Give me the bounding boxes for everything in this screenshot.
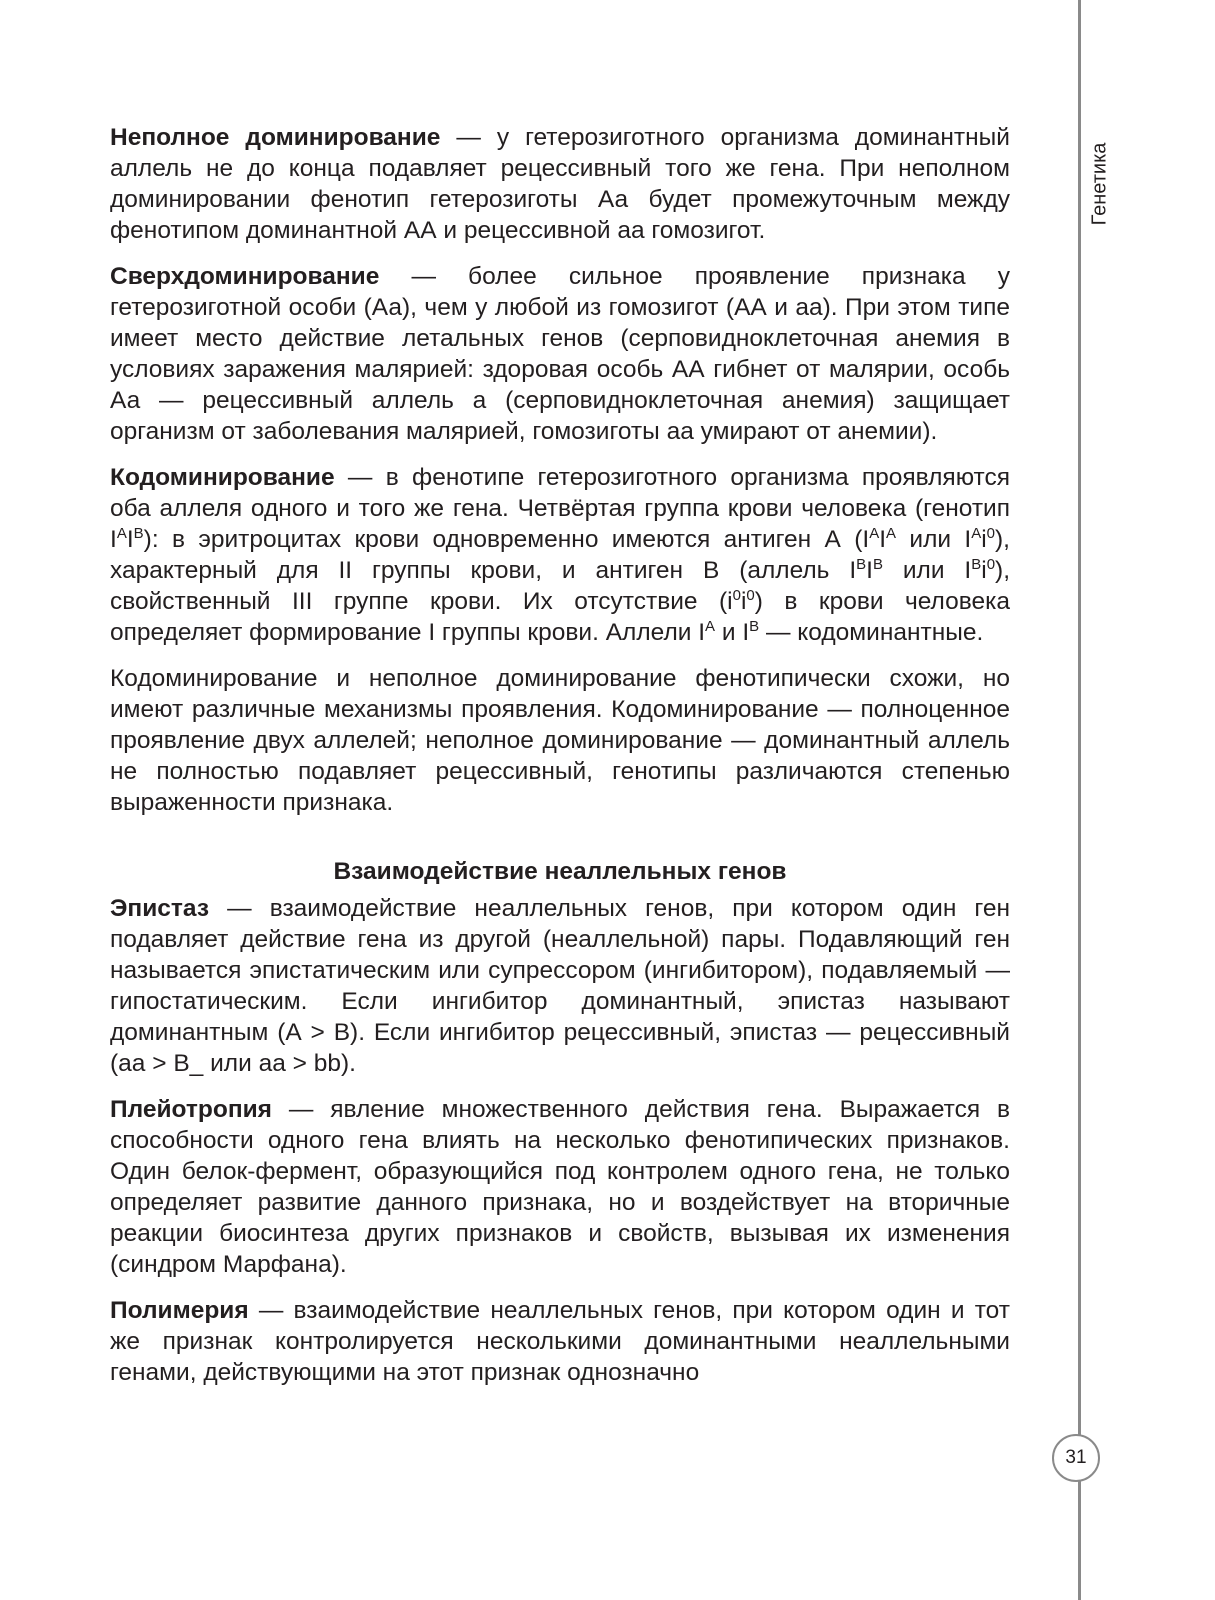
definition: — взаимодействие неаллельных генов, при котором один и тот же признак контролируется несколькими доминантными неаллельными генами, действующими на этот признак однозначно bbox=[110, 1297, 1010, 1386]
text-fragment: i bbox=[740, 588, 747, 615]
text-fragment: и I bbox=[715, 619, 750, 646]
definition: — у гетерозиготного организма доминантный аллель не до конца подавляет рецессивный того же гена. При неполном доминировании фенотип гетерозиготы Аа будет промежуточным между фенотипом доминантной АА и рецессивной аа гомозигот. bbox=[110, 124, 1010, 244]
text-fragment: или I bbox=[882, 557, 972, 584]
text-fragment: i bbox=[981, 526, 987, 553]
term: Неполное доминирование bbox=[110, 124, 441, 151]
text-fragment: — кодоминантные. bbox=[759, 619, 984, 646]
superscript: B bbox=[971, 556, 982, 573]
paragraph-codominance bbox=[110, 462, 1010, 648]
superscript: B bbox=[872, 556, 883, 573]
paragraph-comparison: Кодоминирование и неполное доминирование фенотипически схожи, но имеют различные механизмы проявления. Кодоминирование — полноценное проявление двух аллелей; неполное доминирование — доминантный аллель не полностью подавляет рецессивный, генотипы различаются степенью выраженности признака. bbox=[110, 665, 1010, 816]
text-fragment: I bbox=[126, 526, 134, 553]
page-number: 31 bbox=[1052, 1434, 1100, 1482]
superscript: 0 bbox=[732, 587, 741, 604]
superscript: 0 bbox=[986, 556, 996, 573]
term: Эпистаз bbox=[110, 895, 210, 922]
superscript: B bbox=[749, 618, 760, 635]
text-fragment: ) в крови человека определяет формирование I группы крови. Аллели I bbox=[110, 588, 1011, 646]
superscript: A bbox=[971, 525, 982, 542]
definition: — взаимодействие неаллельных генов, при котором один ген подавляет действие гена из другой (неаллельной) пары. Подавляющий ген называется эпистатическим или супрессором (ингибитором), подавляемый — гипостатическим. Если ингибитор доминантный, эпистаз называют доминантным (А > В). Если ингибитор рецессивный, эпистаз — рецессивный (аа > В_ или аа > bb). bbox=[110, 895, 1010, 1077]
text-fragment: — в фенотипе гетерозиготного организма проявляются оба аллеля одного и того же гена. Четвёртая группа крови человека (генотип I bbox=[110, 464, 1010, 553]
superscript: 0 bbox=[746, 587, 755, 604]
text-fragment: I bbox=[866, 557, 873, 584]
paragraph-pleiotropy bbox=[110, 1094, 1010, 1280]
text-fragment: или I bbox=[896, 526, 972, 553]
page-edge-line bbox=[1078, 0, 1081, 1600]
paragraph-overdominance bbox=[110, 261, 1010, 447]
superscript: A bbox=[869, 525, 880, 542]
term: Полимерия bbox=[110, 1297, 249, 1324]
text-fragment: ): в эритроцитах крови одновременно имеются антиген А (I bbox=[143, 526, 870, 553]
section-tab-label: Генетика bbox=[1088, 142, 1111, 226]
term: Сверхдоминирование bbox=[110, 263, 380, 290]
superscript: A bbox=[116, 525, 127, 542]
page-body bbox=[110, 122, 1010, 1403]
superscript: A bbox=[886, 525, 897, 542]
text-fragment: i bbox=[981, 557, 987, 584]
definition: — более сильное проявление признака у гетерозиготной особи (Аа), чем у любой из гомозигот (АА и аа). При этом типе имеет место действие летальных генов (серповидноклеточная анемия в условиях заражения малярией: здоровая особь АА гибнет от малярии, особь Аа — рецессивный аллель а (серповидноклеточная анемия) защищает организм от заболевания малярией, гомозиготы аа умирают от анемии). bbox=[110, 263, 1010, 445]
superscript: B bbox=[856, 556, 867, 573]
paragraph-epistasis bbox=[110, 893, 1010, 1079]
term: Кодоминирование bbox=[110, 464, 335, 491]
paragraph-polymery bbox=[110, 1295, 1010, 1388]
text-fragment: I bbox=[879, 526, 887, 553]
superscript: 0 bbox=[986, 525, 996, 542]
text-fragment: ), характерный для II группы крови, и антиген В (аллель I bbox=[110, 526, 1010, 584]
paragraph-incomplete-dominance bbox=[110, 122, 1010, 246]
definition: — явление множественного действия гена. Выражается в способности одного гена влиять на несколько фенотипических признаков. Один белок-фермент, образующийся под контролем одного гена, не только определяет развитие данного признака, но и воздействует на вторичные реакции биосинтеза других признаков и свойств, вызывая их изменения (синдром Марфана). bbox=[110, 1096, 1010, 1278]
section-heading: Взаимодействие неаллельных генов bbox=[333, 858, 787, 885]
term: Плейотропия bbox=[110, 1096, 272, 1123]
text-fragment: ), свойственный III группе крови. Их отсутствие (i bbox=[110, 557, 1010, 615]
superscript: A bbox=[705, 618, 716, 635]
superscript: B bbox=[133, 525, 144, 542]
